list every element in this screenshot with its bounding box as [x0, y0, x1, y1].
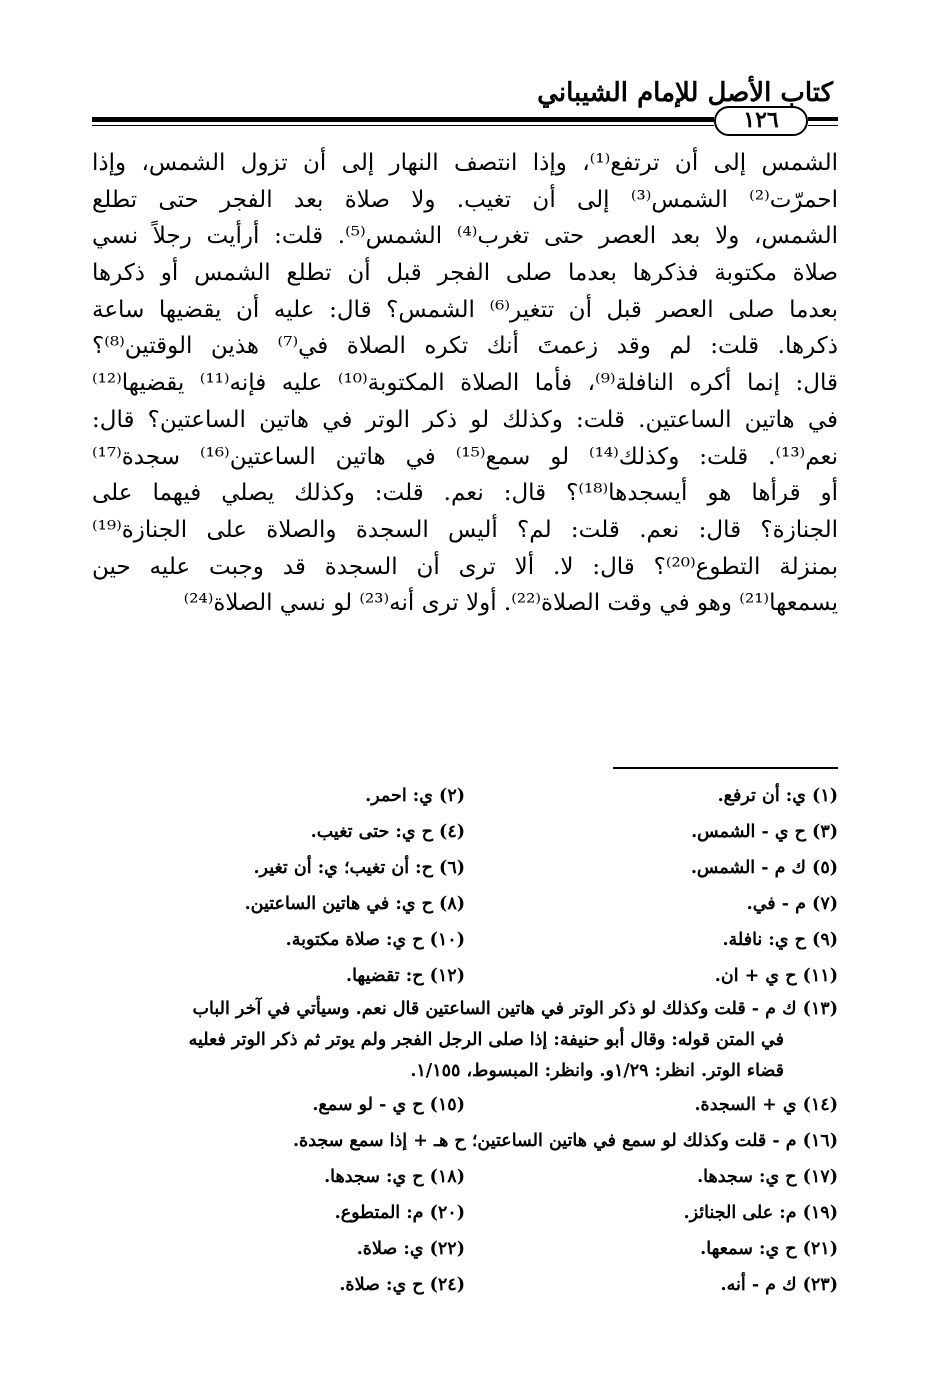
footnote: (٢٢) ي: صلاة. [356, 1239, 465, 1259]
footnote-line: في المتن قوله: وقال أبو حنيفة: إذا صلى الرجل الفجر ولم يوتر ثم ذكر الوتر فعليه [188, 1030, 784, 1050]
body-line: الشمس، ولا بعد العصر حتى تغرب⁽⁴⁾ الشمس⁽⁵⁾. قلت: أرأيت رجلاً نسي [92, 223, 838, 250]
footnote-16: (١٦) م - قلت وكذلك لو سمع في هاتين الساعتين؛ ح هـ + إذا سمع سجدة. [292, 1131, 838, 1151]
footnote-row [92, 778, 838, 814]
footnote: (٦) ح: أن تغيب؛ ي: أن تغير. [253, 858, 465, 878]
body-line: يسمعها⁽²¹⁾ وهو في وقت الصلاة⁽²²⁾. أولا ترى أنه⁽²³⁾ لو نسي الصلاة⁽²⁴⁾ [183, 590, 838, 617]
footnote: (٩) ح ي: نافلة. [722, 930, 838, 950]
footnote: (١١) ح ي + ان. [714, 966, 838, 986]
page-number: ١٢٦ [714, 106, 808, 136]
footnote-row [92, 958, 838, 994]
footnote: (٢١) ح ي: سمعها. [700, 1239, 838, 1259]
body-line: نعم⁽¹³⁾. قلت: وكذلك⁽¹⁴⁾ لو سمع⁽¹⁵⁾ في هاتين الساعتين⁽¹⁶⁾ سجدة⁽¹⁷⁾ [92, 443, 838, 470]
footnote: (١٥) ح ي - لو سمع. [312, 1095, 465, 1115]
footnote: (٢) ي: احمر. [365, 786, 465, 806]
body-line: الجنازة؟ قال: نعم. قلت: لم؟ أليس السجدة والصلاة على الجنازة⁽¹⁹⁾ [92, 516, 838, 543]
footnote-13 [92, 994, 838, 1087]
footnote: (١٢) ح: تقضيها. [346, 966, 465, 986]
footnote: (١٨) ح ي: سجدها. [324, 1167, 465, 1187]
footnote: (١٧) ح ي: سجدها. [697, 1167, 838, 1187]
body-line: بعدما صلى العصر قبل أن تتغير⁽⁶⁾ الشمس؟ قال: عليه أن يقضيها ساعة [92, 296, 838, 323]
body-line: في هاتين الساعتين. قلت: وكذلك لو ذكر الوتر في هاتين الساعتين؟ قال: [92, 406, 838, 433]
footnote: (٢٣) ك م - أنه. [720, 1275, 838, 1295]
footnote-row [92, 1087, 838, 1123]
body-line: ذكرها. قلت: لم وقد زعمتَ أنك تكره الصلاة في⁽⁷⁾ هذين الوقتين⁽⁸⁾؟ [92, 333, 838, 360]
footnote: (٨) ح ي: في هاتين الساعتين. [244, 894, 465, 914]
footnote-row [92, 850, 838, 886]
footnote: (٧) م - في. [746, 894, 838, 914]
book-title: كتاب الأصل للإمام الشيباني [537, 78, 833, 108]
footnote-row [92, 922, 838, 958]
footnote-row [92, 1231, 838, 1267]
body-line: صلاة مكتوبة فذكرها بعدما صلى الفجر قبل أن تطلع الشمس أو ذكرها [92, 260, 838, 287]
footnote: (٤) ح ي: حتى تغيب. [310, 822, 465, 842]
footnote: (٢٠) م: المتطوع. [334, 1203, 465, 1223]
header-rule-end-thick [808, 117, 838, 121]
body-text [92, 145, 838, 622]
footnote-line: قضاء الوتر. انظر: ١/٢٩و. وانظر: المبسوط، ١/١٥٥. [410, 1061, 784, 1081]
header-rule-end-thin [808, 125, 838, 126]
header-rule-thick [92, 117, 714, 122]
header-rule-thin [92, 125, 714, 126]
footnote-row [92, 886, 838, 922]
footnote: (٢٤) ح ي: صلاة. [339, 1275, 465, 1295]
footnote-row [92, 814, 838, 850]
body-line: بمنزلة التطوع⁽²⁰⁾؟ قال: لا. ألا ترى أن السجدة قد وجبت عليه حين [92, 553, 838, 580]
body-line: احمرّت⁽²⁾ الشمس⁽³⁾ إلى أن تغيب. ولا صلاة بعد الفجر حتى تطلع [92, 186, 838, 213]
footnote: (١) ي: أن ترفع. [717, 786, 838, 806]
footnote: (٣) ح ي - الشمس. [691, 822, 838, 842]
footnote-separator [613, 767, 838, 769]
footnote-line: (١٣) ك م - قلت وكذلك لو ذكر الوتر في هاتين الساعتين قال نعم. وسيأتي في آخر الباب [192, 999, 838, 1019]
body-line: قال: إنما أكره النافلة⁽⁹⁾، فأما الصلاة المكتوبة⁽¹⁰⁾ عليه فإنه⁽¹¹⁾ يقضيها⁽¹²⁾ [92, 370, 838, 397]
footnote: (١٠) ح ي: صلاة مكتوبة. [285, 930, 465, 950]
footnote: (١٩) م: على الجنائز. [683, 1203, 838, 1223]
footnote: (١٤) ي + السجدة. [694, 1095, 838, 1115]
footnotes [92, 778, 838, 1303]
footnote-row [92, 1195, 838, 1231]
body-line: الشمس إلى أن ترتفع⁽¹⁾، وإذا انتصف النهار إلى أن تزول الشمس، وإذا [92, 150, 838, 176]
footnote-row [92, 1159, 838, 1195]
body-line: أو قرأها هو أيسجدها⁽¹⁸⁾؟ قال: نعم. قلت: وكذلك يصلي فيهما على [92, 480, 838, 507]
footnote: (٥) ك م - الشمس. [690, 858, 838, 878]
footnote-row [92, 1267, 838, 1303]
